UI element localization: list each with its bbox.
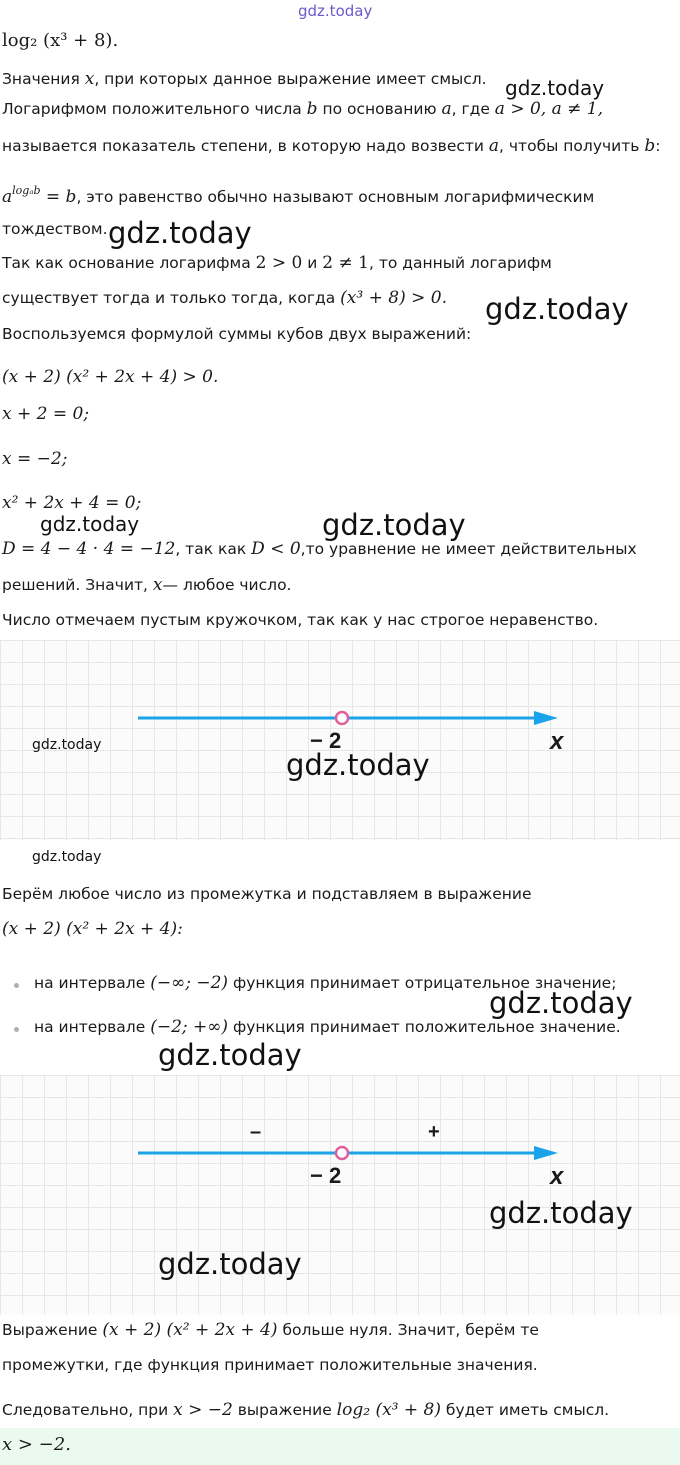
text-line-21: Следовательно, при x > −2 выражение log₂ (x³ + 8) будет иметь смысл. — [2, 1400, 610, 1420]
bullet-item-1: на интервале (−∞; −2) функция принимает отрицательное значение; — [34, 973, 617, 993]
watermark-10: gdz.today — [158, 1038, 302, 1072]
text-line-16: Число отмечаем пустым кружочком, так как у нас строгое неравенство. — [2, 611, 599, 629]
text-line-4: называется показатель степени, в которую надо возвести a, чтобы получить b: — [2, 136, 661, 156]
text-line-18: (x + 2) (x² + 2x + 4): — [2, 919, 183, 939]
watermark-top: gdz.today — [298, 2, 373, 20]
open-point-1 — [336, 712, 348, 724]
text-line-7: Так как основание логарифма 2 > 0 и 2 ≠ 1, то данный логарифм — [2, 253, 552, 273]
inequality-factored: (x + 2) (x² + 2x + 4) > 0. — [2, 367, 219, 387]
text-line-5: $a^{log_ab} = b$, это равенство обычно называют основным логарифмическим — [2, 184, 595, 207]
text-line-3: Логарифмом положительного числа b по основанию a, где a > 0, a ≠ 1, — [2, 99, 604, 119]
text-line-19: Выражение (x + 2) (x² + 2x + 4) больше нуля. Значит, берём те — [2, 1320, 539, 1340]
minus-sign-label: – — [250, 1121, 262, 1143]
text-line-9: Воспользуемся формулой суммы кубов двух выражений: — [2, 325, 472, 343]
axis-label-1: x — [550, 728, 564, 755]
text-line-20: промежутки, где функция принимает положительные значения. — [2, 1356, 538, 1374]
point-label-2: − 2 — [310, 1163, 342, 1188]
watermark-2: gdz.today — [108, 216, 252, 250]
watermark-6: gdz.today — [32, 737, 102, 753]
bullet-dot-2 — [14, 1027, 19, 1032]
watermark-12: gdz.today — [158, 1247, 302, 1281]
number-line-figure-1 — [0, 640, 680, 840]
text-line-17: Берём любое число из промежутка и подставляем в выражение — [2, 885, 532, 903]
watermark-1: gdz.today — [505, 76, 605, 100]
axis-label-2: x — [550, 1163, 564, 1190]
watermark-3: gdz.today — [485, 292, 629, 326]
text-line-6: тождеством. — [2, 220, 108, 238]
watermark-11: gdz.today — [489, 1196, 633, 1230]
plus-sign-label: + — [428, 1121, 440, 1143]
equation-2: x = −2; — [2, 449, 68, 469]
watermark-7: gdz.today — [286, 748, 430, 782]
axis-arrow-1 — [534, 711, 558, 725]
text-line-2: Значения x, при которых данное выражение имеет смысл. — [2, 69, 487, 89]
answer-box — [0, 1428, 680, 1465]
equation-3: x² + 2x + 4 = 0; — [2, 493, 142, 513]
watermark-9: gdz.today — [489, 986, 633, 1020]
answer-text: x > −2. — [2, 1434, 71, 1455]
text-line-14: D = 4 − 4 · 4 = −12, так как D < 0,то уравнение не имеет действительных — [2, 539, 637, 559]
bullet-dot-1 — [14, 983, 19, 988]
text-line-15: решений. Значит, x— любое число. — [2, 575, 292, 595]
equation-1: x + 2 = 0; — [2, 404, 90, 424]
point-label-1: − 2 — [310, 728, 342, 753]
watermark-5: gdz.today — [322, 508, 466, 542]
watermark-8: gdz.today — [32, 849, 102, 865]
bullet-item-2: на интервале (−2; +∞) функция принимает положительное значение. — [34, 1017, 621, 1037]
expression-title: log₂ (x³ + 8). — [2, 30, 119, 51]
axis-arrow-2 — [534, 1146, 558, 1160]
watermark-4: gdz.today — [40, 512, 140, 536]
number-line-2-svg — [0, 1075, 680, 1315]
number-line-figure-2 — [0, 1075, 680, 1315]
text-line-8: существует тогда и только тогда, когда (x³ + 8) > 0. — [2, 288, 447, 308]
open-point-2 — [336, 1147, 348, 1159]
